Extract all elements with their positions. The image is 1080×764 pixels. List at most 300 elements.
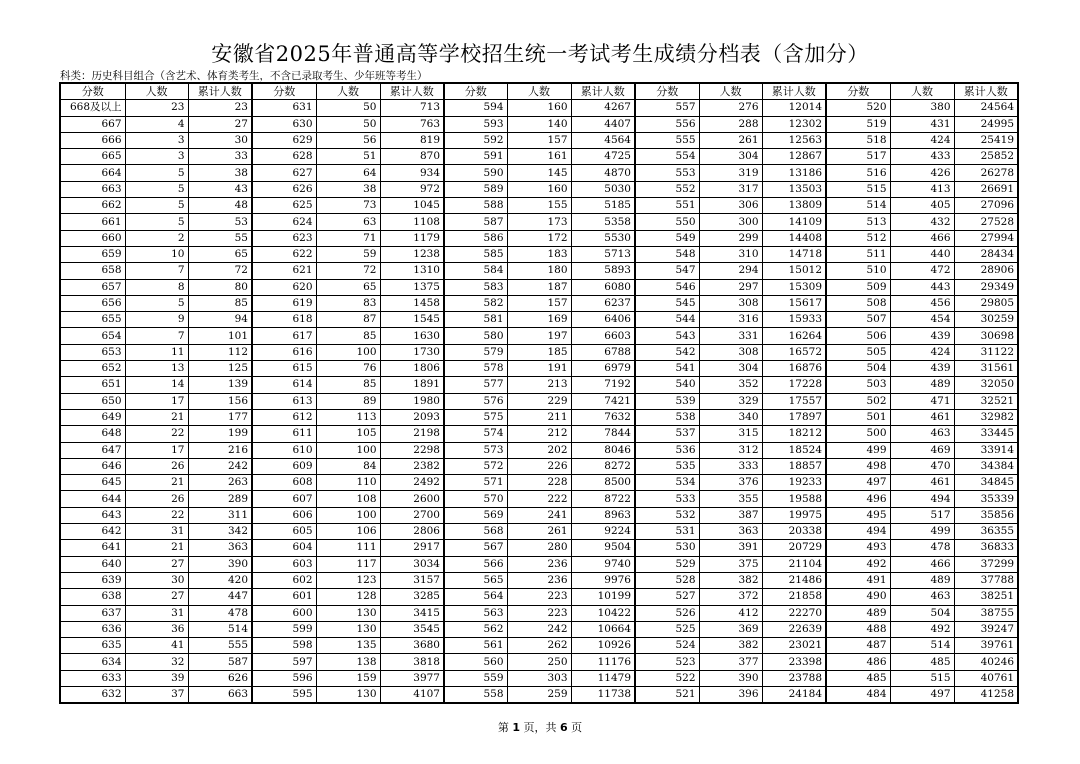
table-cell: 21104: [762, 556, 826, 572]
table-cell: 14718: [762, 246, 826, 262]
table-cell: 599: [252, 621, 316, 637]
table-cell: 1108: [380, 214, 444, 230]
table-row: [60, 263, 1018, 279]
table-cell: 532: [635, 507, 699, 523]
table-cell: 11479: [571, 670, 635, 686]
table-cell: 432: [890, 214, 954, 230]
table-cell: 228: [507, 475, 571, 491]
table-cell: 627: [252, 165, 316, 181]
table-row: [60, 491, 1018, 507]
table-cell: 570: [444, 491, 507, 507]
table-cell: 576: [444, 393, 507, 409]
table-cell: 89: [316, 393, 380, 409]
table-cell: 390: [699, 670, 762, 686]
table-cell: 567: [444, 540, 507, 556]
table-cell: 84: [316, 458, 380, 474]
table-cell: 454: [890, 312, 954, 328]
table-cell: 108: [316, 491, 380, 507]
table-cell: 557: [635, 100, 699, 116]
table-cell: 7632: [571, 409, 635, 425]
table-cell: 426: [890, 165, 954, 181]
table-cell: 564: [444, 589, 507, 605]
table-cell: 24995: [954, 116, 1018, 132]
table-cell: 633: [60, 670, 125, 686]
table-cell: 63: [316, 214, 380, 230]
table-cell: 377: [699, 654, 762, 670]
table-cell: 653: [60, 344, 125, 360]
table-cell: 211: [507, 409, 571, 425]
table-cell: 32521: [954, 393, 1018, 409]
table-cell: 513: [826, 214, 890, 230]
table-cell: 10422: [571, 605, 635, 621]
table-cell: 630: [252, 116, 316, 132]
table-cell: 547: [635, 263, 699, 279]
table-cell: 202: [507, 442, 571, 458]
table-cell: 516: [826, 165, 890, 181]
table-cell: 236: [507, 556, 571, 572]
table-cell: 512: [826, 230, 890, 246]
table-cell: 500: [826, 426, 890, 442]
table-row: [60, 181, 1018, 197]
table-cell: 22: [125, 426, 188, 442]
table-row: [60, 540, 1018, 556]
table-cell: 5893: [571, 263, 635, 279]
table-cell: 489: [826, 605, 890, 621]
column-header: 人数: [316, 83, 380, 100]
column-header: 累计人数: [954, 83, 1018, 100]
table-cell: 6788: [571, 344, 635, 360]
table-cell: 639: [60, 572, 125, 588]
table-cell: 37299: [954, 556, 1018, 572]
table-cell: 23: [125, 100, 188, 116]
table-cell: 185: [507, 344, 571, 360]
table-cell: 1545: [380, 312, 444, 328]
table-cell: 94: [188, 312, 252, 328]
table-cell: 10926: [571, 638, 635, 654]
table-cell: 546: [635, 279, 699, 295]
table-cell: 41: [125, 638, 188, 654]
table-cell: 223: [507, 589, 571, 605]
table-cell: 19588: [762, 491, 826, 507]
table-cell: 439: [890, 328, 954, 344]
table-cell: 649: [60, 409, 125, 425]
table-cell: 520: [826, 100, 890, 116]
table-row: [60, 165, 1018, 181]
table-cell: 199: [188, 426, 252, 442]
table-cell: 412: [699, 605, 762, 621]
table-cell: 14: [125, 377, 188, 393]
table-cell: 289: [188, 491, 252, 507]
table-cell: 1980: [380, 393, 444, 409]
table-cell: 614: [252, 377, 316, 393]
table-cell: 24564: [954, 100, 1018, 116]
table-row: [60, 605, 1018, 621]
table-cell: 35339: [954, 491, 1018, 507]
table-cell: 26278: [954, 165, 1018, 181]
table-cell: 65: [316, 279, 380, 295]
table-cell: 586: [444, 230, 507, 246]
table-cell: 494: [826, 524, 890, 540]
table-cell: 5: [125, 165, 188, 181]
table-cell: 32982: [954, 409, 1018, 425]
table-cell: 657: [60, 279, 125, 295]
table-row: [60, 524, 1018, 540]
table-cell: 470: [890, 458, 954, 474]
table-cell: 187: [507, 279, 571, 295]
table-cell: 4564: [571, 132, 635, 148]
table-cell: 5: [125, 181, 188, 197]
table-cell: 585: [444, 246, 507, 262]
table-cell: 519: [826, 116, 890, 132]
table-cell: 668及以上: [60, 100, 125, 116]
footer-middle: 页，共: [520, 721, 560, 734]
table-row: [60, 572, 1018, 588]
table-cell: 8500: [571, 475, 635, 491]
table-cell: 30: [188, 132, 252, 148]
table-cell: 601: [252, 589, 316, 605]
table-cell: 375: [699, 556, 762, 572]
table-cell: 105: [316, 426, 380, 442]
table-cell: 72: [316, 263, 380, 279]
table-cell: 113: [316, 409, 380, 425]
table-cell: 226: [507, 458, 571, 474]
table-cell: 517: [826, 149, 890, 165]
table-cell: 523: [635, 654, 699, 670]
table-cell: 488: [826, 621, 890, 637]
table-cell: 9740: [571, 556, 635, 572]
table-cell: 4725: [571, 149, 635, 165]
table-cell: 554: [635, 149, 699, 165]
table-cell: 160: [507, 100, 571, 116]
table-cell: 32050: [954, 377, 1018, 393]
table-cell: 2198: [380, 426, 444, 442]
table-cell: 112: [188, 344, 252, 360]
table-cell: 663: [188, 686, 252, 703]
table-cell: 568: [444, 524, 507, 540]
table-row: [60, 377, 1018, 393]
table-cell: 4: [125, 116, 188, 132]
table-cell: 17: [125, 442, 188, 458]
table-cell: 3545: [380, 621, 444, 637]
column-header: 分数: [635, 83, 699, 100]
table-cell: 491: [826, 572, 890, 588]
table-cell: 39: [125, 670, 188, 686]
table-cell: 9504: [571, 540, 635, 556]
table-cell: 713: [380, 100, 444, 116]
table-cell: 526: [635, 605, 699, 621]
table-row: [60, 230, 1018, 246]
table-cell: 602: [252, 572, 316, 588]
table-cell: 595: [252, 686, 316, 703]
table-cell: 5: [125, 198, 188, 214]
table-cell: 6080: [571, 279, 635, 295]
table-cell: 387: [699, 507, 762, 523]
table-cell: 297: [699, 279, 762, 295]
table-cell: 575: [444, 409, 507, 425]
column-header: 人数: [507, 83, 571, 100]
table-cell: 21858: [762, 589, 826, 605]
table-cell: 29805: [954, 295, 1018, 311]
table-cell: 130: [316, 686, 380, 703]
table-cell: 503: [826, 377, 890, 393]
table-body: [60, 100, 1018, 703]
table-cell: 566: [444, 556, 507, 572]
table-cell: 10664: [571, 621, 635, 637]
table-cell: 2492: [380, 475, 444, 491]
table-cell: 71: [316, 230, 380, 246]
table-cell: 40246: [954, 654, 1018, 670]
table-cell: 311: [188, 507, 252, 523]
table-cell: 34845: [954, 475, 1018, 491]
table-cell: 2806: [380, 524, 444, 540]
table-cell: 663: [60, 181, 125, 197]
table-cell: 13186: [762, 165, 826, 181]
table-cell: 65: [188, 246, 252, 262]
table-cell: 20338: [762, 524, 826, 540]
table-cell: 592: [444, 132, 507, 148]
table-cell: 622: [252, 246, 316, 262]
table-cell: 620: [252, 279, 316, 295]
table-cell: 3: [125, 149, 188, 165]
table-cell: 352: [699, 377, 762, 393]
table-cell: 35856: [954, 507, 1018, 523]
table-cell: 26691: [954, 181, 1018, 197]
table-row: [60, 589, 1018, 605]
table-cell: 490: [826, 589, 890, 605]
table-cell: 83: [316, 295, 380, 311]
table-cell: 1630: [380, 328, 444, 344]
table-row: [60, 393, 1018, 409]
table-cell: 636: [60, 621, 125, 637]
table-cell: 613: [252, 393, 316, 409]
table-cell: 650: [60, 393, 125, 409]
table-cell: 3977: [380, 670, 444, 686]
table-cell: 306: [699, 198, 762, 214]
table-cell: 6237: [571, 295, 635, 311]
table-cell: 300: [699, 214, 762, 230]
table-cell: 155: [507, 198, 571, 214]
table-cell: 1310: [380, 263, 444, 279]
table-cell: 2382: [380, 458, 444, 474]
table-cell: 665: [60, 149, 125, 165]
table-cell: 50: [316, 116, 380, 132]
table-cell: 18524: [762, 442, 826, 458]
table-cell: 315: [699, 426, 762, 442]
table-cell: 25852: [954, 149, 1018, 165]
table-row: [60, 198, 1018, 214]
table-cell: 106: [316, 524, 380, 540]
table-cell: 1045: [380, 198, 444, 214]
table-cell: 22270: [762, 605, 826, 621]
table-cell: 130: [316, 605, 380, 621]
column-header: 分数: [252, 83, 316, 100]
table-row: [60, 507, 1018, 523]
table-cell: 571: [444, 475, 507, 491]
table-cell: 624: [252, 214, 316, 230]
table-cell: 73: [316, 198, 380, 214]
table-cell: 463: [890, 426, 954, 442]
footer-suffix: 页: [567, 721, 583, 734]
table-cell: 559: [444, 670, 507, 686]
table-cell: 466: [890, 230, 954, 246]
table-cell: 17897: [762, 409, 826, 425]
table-cell: 2093: [380, 409, 444, 425]
table-cell: 1730: [380, 344, 444, 360]
table-cell: 579: [444, 344, 507, 360]
table-cell: 556: [635, 116, 699, 132]
table-cell: 197: [507, 328, 571, 344]
table-cell: 646: [60, 458, 125, 474]
table-cell: 607: [252, 491, 316, 507]
table-cell: 30: [125, 572, 188, 588]
table-cell: 616: [252, 344, 316, 360]
table-cell: 504: [826, 361, 890, 377]
table-cell: 38: [316, 181, 380, 197]
table-cell: 303: [507, 670, 571, 686]
table-cell: 628: [252, 149, 316, 165]
table-cell: 138: [316, 654, 380, 670]
table-row: [60, 328, 1018, 344]
column-header: 人数: [699, 83, 762, 100]
table-cell: 537: [635, 426, 699, 442]
table-cell: 12302: [762, 116, 826, 132]
table-row: [60, 279, 1018, 295]
table-cell: 39247: [954, 621, 1018, 637]
table-cell: 85: [188, 295, 252, 311]
table-cell: 13809: [762, 198, 826, 214]
table-cell: 8: [125, 279, 188, 295]
table-cell: 8963: [571, 507, 635, 523]
table-cell: 376: [699, 475, 762, 491]
table-cell: 36833: [954, 540, 1018, 556]
table-cell: 608: [252, 475, 316, 491]
table-cell: 59: [316, 246, 380, 262]
table-row: [60, 409, 1018, 425]
table-cell: 34384: [954, 458, 1018, 474]
table-row: [60, 100, 1018, 116]
table-cell: 600: [252, 605, 316, 621]
table-cell: 424: [890, 132, 954, 148]
table-cell: 577: [444, 377, 507, 393]
table-cell: 522: [635, 670, 699, 686]
table-cell: 157: [507, 132, 571, 148]
table-cell: 308: [699, 344, 762, 360]
table-cell: 37: [125, 686, 188, 703]
table-cell: 38755: [954, 605, 1018, 621]
table-cell: 527: [635, 589, 699, 605]
table-cell: 316: [699, 312, 762, 328]
table-cell: 139: [188, 377, 252, 393]
table-cell: 329: [699, 393, 762, 409]
table-row: [60, 214, 1018, 230]
table-cell: 33445: [954, 426, 1018, 442]
table-cell: 424: [890, 344, 954, 360]
table-cell: 21: [125, 540, 188, 556]
table-cell: 31: [125, 605, 188, 621]
table-cell: 573: [444, 442, 507, 458]
table-cell: 156: [188, 393, 252, 409]
table-cell: 21486: [762, 572, 826, 588]
table-cell: 638: [60, 589, 125, 605]
table-cell: 299: [699, 230, 762, 246]
table-cell: 440: [890, 246, 954, 262]
table-cell: 333: [699, 458, 762, 474]
table-cell: 261: [699, 132, 762, 148]
table-cell: 9: [125, 312, 188, 328]
table-cell: 596: [252, 670, 316, 686]
table-cell: 342: [188, 524, 252, 540]
table-cell: 466: [890, 556, 954, 572]
table-cell: 25419: [954, 132, 1018, 148]
table-cell: 8722: [571, 491, 635, 507]
table-cell: 30259: [954, 312, 1018, 328]
table-cell: 562: [444, 621, 507, 637]
table-cell: 660: [60, 230, 125, 246]
table-cell: 635: [60, 638, 125, 654]
table-cell: 644: [60, 491, 125, 507]
table-cell: 216: [188, 442, 252, 458]
column-header: 人数: [890, 83, 954, 100]
table-cell: 561: [444, 638, 507, 654]
table-cell: 555: [188, 638, 252, 654]
table-cell: 18212: [762, 426, 826, 442]
table-cell: 612: [252, 409, 316, 425]
table-cell: 7421: [571, 393, 635, 409]
table-cell: 11738: [571, 686, 635, 703]
table-cell: 36355: [954, 524, 1018, 540]
table-cell: 472: [890, 263, 954, 279]
table-cell: 666: [60, 132, 125, 148]
table-cell: 667: [60, 116, 125, 132]
table-cell: 581: [444, 312, 507, 328]
table-cell: 543: [635, 328, 699, 344]
table-cell: 1179: [380, 230, 444, 246]
table-cell: 534: [635, 475, 699, 491]
table-cell: 100: [316, 442, 380, 458]
table-cell: 1458: [380, 295, 444, 311]
table-row: [60, 344, 1018, 360]
table-cell: 651: [60, 377, 125, 393]
table-cell: 16264: [762, 328, 826, 344]
table-cell: 531: [635, 524, 699, 540]
table-cell: 10: [125, 246, 188, 262]
table-cell: 587: [188, 654, 252, 670]
table-cell: 1891: [380, 377, 444, 393]
table-cell: 504: [890, 605, 954, 621]
table-cell: 33914: [954, 442, 1018, 458]
table-cell: 43: [188, 181, 252, 197]
table-cell: 582: [444, 295, 507, 311]
table-cell: 241: [507, 507, 571, 523]
table-cell: 51: [316, 149, 380, 165]
table-cell: 5185: [571, 198, 635, 214]
table-cell: 7192: [571, 377, 635, 393]
table-cell: 514: [826, 198, 890, 214]
table-cell: 259: [507, 686, 571, 703]
table-cell: 19975: [762, 507, 826, 523]
table-cell: 111: [316, 540, 380, 556]
table-cell: 23: [188, 100, 252, 116]
table-row: [60, 686, 1018, 703]
table-cell: 140: [507, 116, 571, 132]
table-cell: 494: [890, 491, 954, 507]
table-cell: 486: [826, 654, 890, 670]
table-cell: 594: [444, 100, 507, 116]
table-cell: 391: [699, 540, 762, 556]
table-cell: 501: [826, 409, 890, 425]
table-cell: 615: [252, 361, 316, 377]
table-cell: 382: [699, 638, 762, 654]
